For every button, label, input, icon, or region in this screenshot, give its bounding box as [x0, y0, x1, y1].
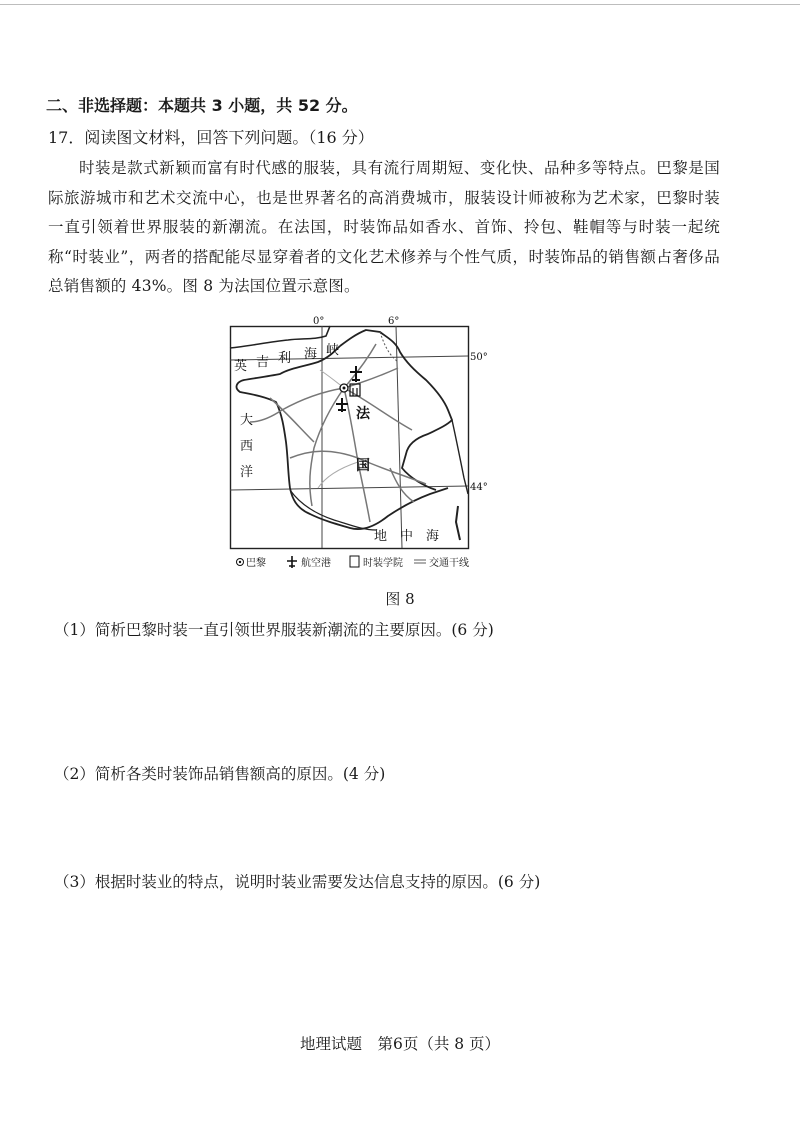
- legend-paris: 巴黎: [246, 558, 266, 569]
- page-footer: 地理试题 第6页（共 8 页）: [299, 1035, 501, 1053]
- lat-label-44: 44°: [470, 482, 488, 493]
- svg-text:海: 海: [304, 347, 318, 362]
- svg-text:洋: 洋: [240, 465, 254, 480]
- legend-school-icon: [350, 556, 359, 567]
- svg-text:西: 西: [240, 439, 254, 454]
- svg-text:英: 英: [234, 359, 248, 374]
- svg-text:中: 中: [400, 529, 414, 544]
- svg-text:峡: 峡: [326, 343, 340, 358]
- figure-label: 图 8: [385, 590, 415, 608]
- question-material: 时装是款式新颖而富有时代感的服装，具有流行周期短、变化快、品种多等特点。巴黎是国际旅游城市和艺术交流中心，也是世界著名的高消费城市，服装设计师被称为艺术家，巴黎时装一直引领着世界服装的新潮流。在法国，时装饰品如香水、首饰、拎包、鞋帽等与时装一起统称“时装业”，两者的搭配能尽显穿着者的文化艺术修养与个性气质，时装饰品的销售额占奢侈品总销售额的 43%。图 8 为法国位置示意图。: [48, 159, 720, 295]
- lon-label-0: 0°: [313, 316, 325, 327]
- svg-text:地: 地: [374, 529, 388, 544]
- lat-label-50: 50°: [470, 352, 488, 363]
- paris-marker: [340, 384, 348, 392]
- svg-text:吉: 吉: [256, 355, 270, 370]
- svg-text:法: 法: [356, 406, 370, 422]
- svg-text:国: 国: [356, 458, 370, 474]
- legend-airport: 航空港: [301, 558, 331, 569]
- section-title: 二、非选择题：本题共 3 小题，共 52 分。: [46, 96, 358, 115]
- atlantic-label: [240, 412, 253, 480]
- svg-text:海: 海: [426, 529, 440, 544]
- france-location-map: [230, 316, 488, 573]
- legend-fashion-school: 时装学院: [363, 558, 403, 569]
- mediterranean-label: [374, 528, 439, 544]
- page-top-rule: [0, 4, 800, 5]
- svg-text:大: 大: [240, 413, 254, 428]
- legend-airport-icon: [287, 556, 297, 568]
- map-legend: [237, 556, 470, 569]
- lon-label-6: 6°: [388, 316, 400, 327]
- question-title: 17．阅读图文材料，回答下列问题。（16 分）: [48, 128, 374, 147]
- map-svg: [230, 316, 488, 573]
- sub-question-2: （2）简析各类时装饰品销售额高的原因。(4 分): [54, 765, 386, 783]
- legend-trunk-line: 交通干线: [429, 558, 469, 569]
- svg-text:利: 利: [278, 351, 292, 366]
- sub-question-3: （3）根据时装业的特点，说明时装业需要发达信息支持的原因。(6 分): [54, 873, 541, 891]
- sub-question-1: （1）简析巴黎时装一直引领世界服装新潮流的主要原因。(6 分): [54, 621, 494, 639]
